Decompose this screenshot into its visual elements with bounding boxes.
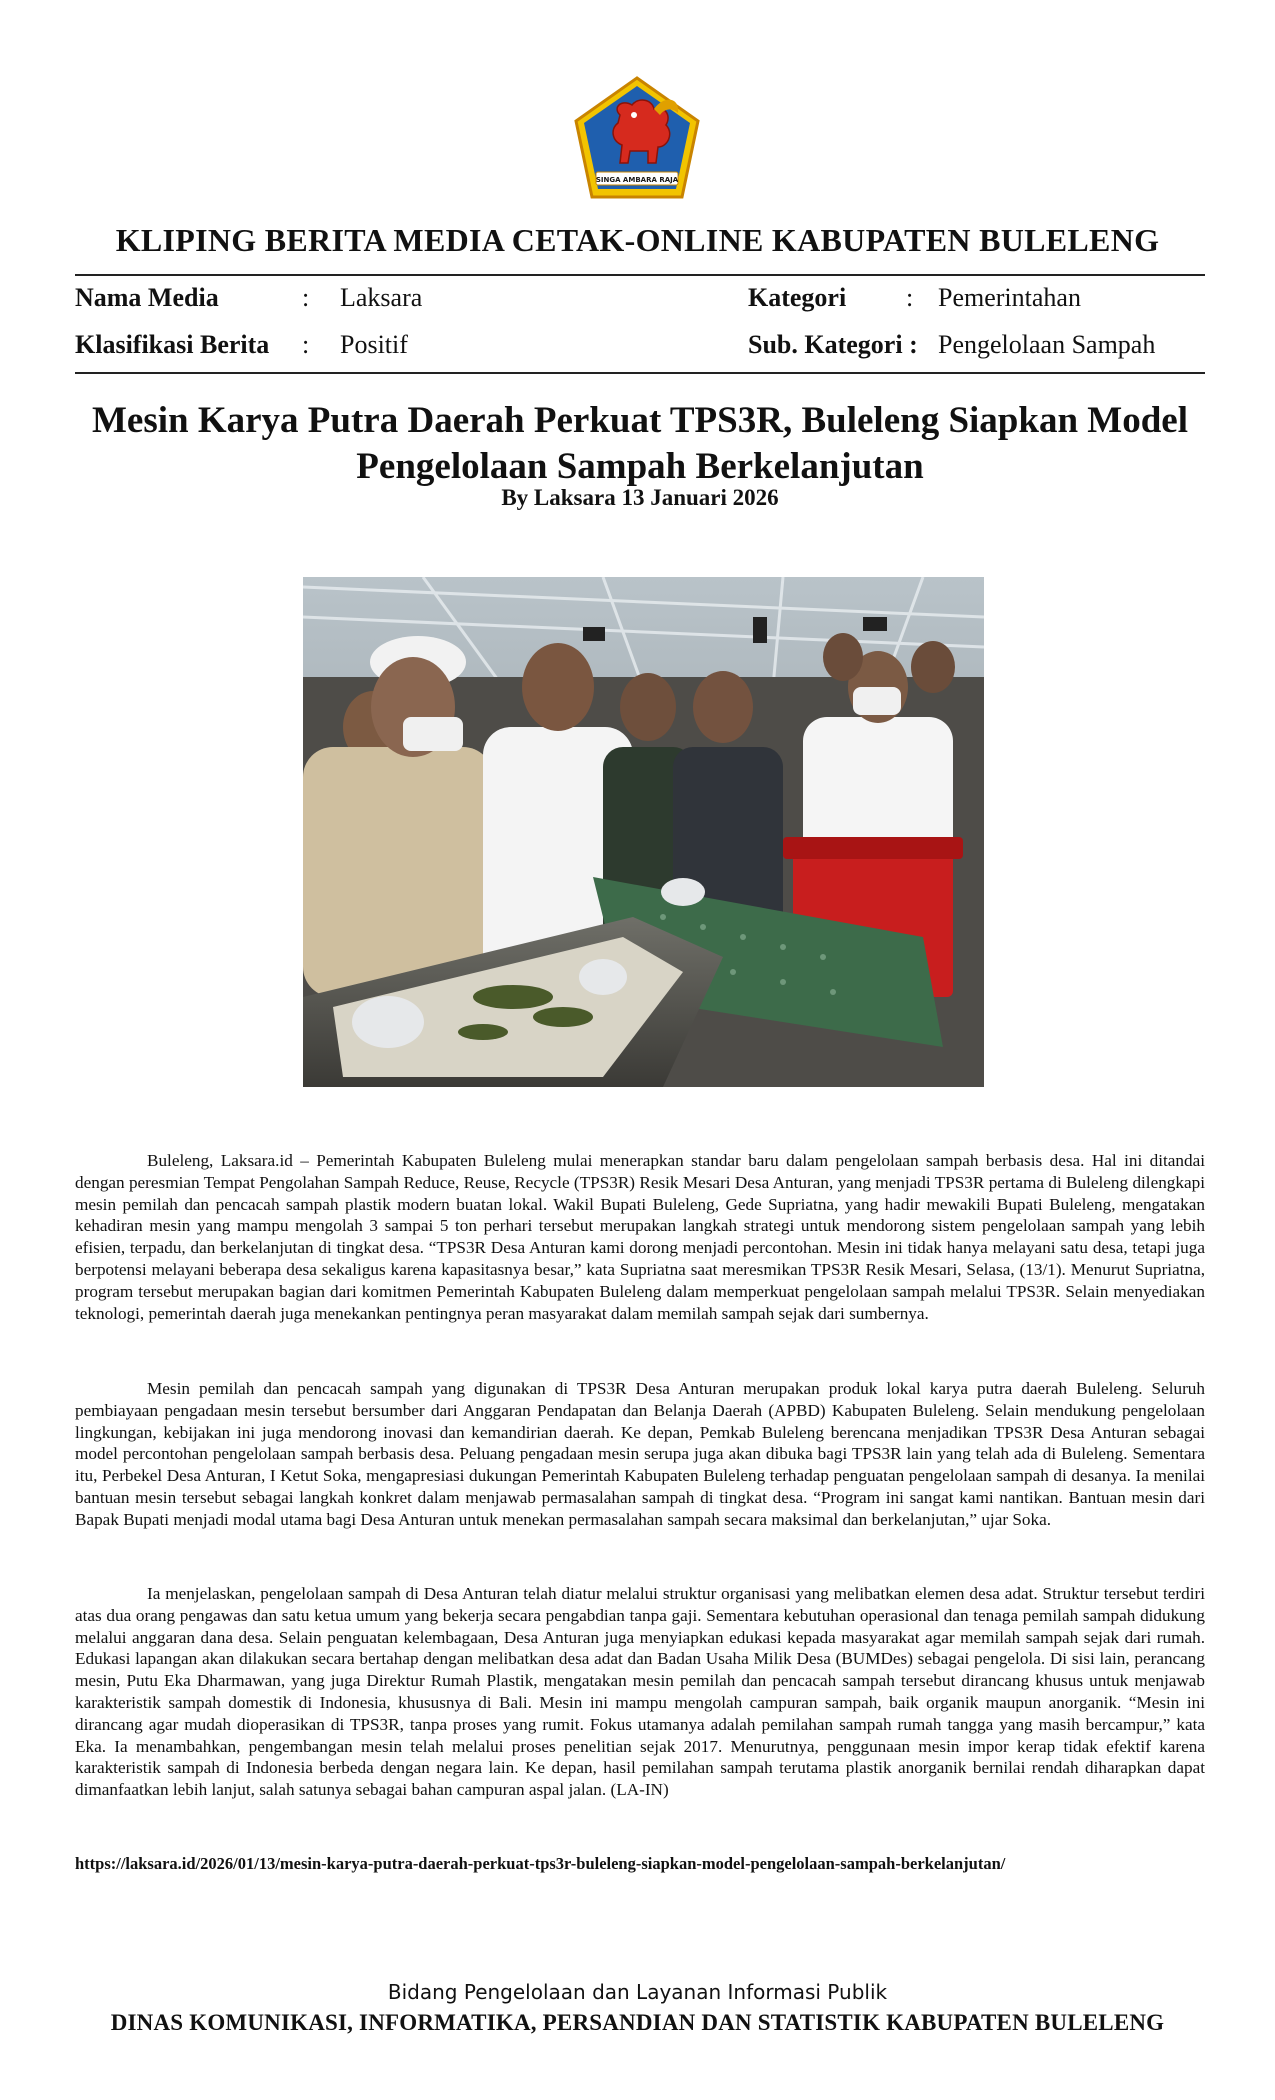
paragraph-text: Mesin pemilah dan pencacah sampah yang digunakan di TPS3R Desa Anturan merupakan produk lokal karya putra daerah Buleleng. Seluruh pembiayaan pengadaan mesin tersebut bersumber dari Anggaran Pendapatan dan Belanja Daerah (APBD) Kabupaten Buleleng. Selain mendukung pengelolaan lingkungan, kebijakan ini juga mendorong inovasi dan kemandirian daerah. Ke depan, Pemkab Buleleng berencana menjadikan TPS3R Desa Anturan sebagai model percontohan pengelolaan sampah berbasis desa. Peluang pengadaan mesin serupa juga akan dibuka bagi TPS3R lain yang telah ada di Buleleng. Sementara itu, Perbekel Desa Anturan, I Ketut Soka, mengapresiasi dukungan Pemerintah Kabupaten Buleleng terhadap penguatan pengelolaan sampah di desanya. Ia menilai bantuan mesin tersebut sebagai langkah konkret dalam menjawab permasalahan sampah di tingkat desa. “Program ini sangat kami nantikan. Bantuan mesin dari Bapak Bupati menjadi modal utama bagi Desa Anturan untuk menekan permasalahan sampah secara maksimal dan berkelanjutan,” ujar Soka.	[75, 1379, 1205, 1529]
kategori-label	[748, 283, 846, 313]
news-photo-waste-sorting-machine-icon	[303, 577, 984, 1087]
header-divider-top	[75, 274, 1205, 276]
nama-media-value: Laksara	[340, 283, 423, 312]
footer-agency: DINAS KOMUNIKASI, INFORMATIKA, PERSANDIAN DAN STATISTIK KABUPATEN BULELENG	[110, 2010, 1165, 2035]
klasifikasi-label-text: Klasifikasi Berita	[75, 330, 270, 359]
article-byline: By Laksara 13 Januari 2026	[501, 485, 779, 510]
article-source-link[interactable]: https://laksara.id/2026/01/13/mesin-karya-putra-daerah-perkuat-tps3r-buleleng-siapkan-model-pengelolaan-sampah-berkelanjutan/	[75, 1854, 1006, 1873]
headline-line-1: Mesin Karya Putra Daerah Perkuat TPS3R, Buleleng Siapkan Model	[92, 400, 1188, 441]
paragraph-text: Buleleng, Laksara.id – Pemerintah Kabupaten Buleleng mulai menerapkan standar baru dalam pengelolaan sampah berbasis desa. Hal ini ditandai dengan peresmian Tempat Pengolahan Sampah Reduce, Reuse, Recycle (TPS3R) Resik Mesari Desa Anturan, yang menjadi TPS3R pertama di Buleleng dilengkapi mesin pemilah dan pencacah sampah plastik modern buatan lokal. Wakil Bupati Buleleng, Gede Supriatna, yang hadir mewakili Bupati Buleleng, mengatakan kehadiran mesin yang mampu mengolah 3 sampai 5 ton perhari tersebut merupakan langkah strategi untuk mendorong sistem pengelolaan sampah yang lebih efisien, terpadu, dan berkelanjutan di tingkat desa. “TPS3R Desa Anturan kami dorong menjadi percontohan. Mesin ini tidak hanya melayani satu desa, tetapi juga berpotensi melayani beberapa desa sekaligus karena kapasitasnya besar,” kata Supriatna saat meresmikan TPS3R Resik Mesari, Selasa, (13/1). Menurut Supriatna, program tersebut merupakan bagian dari komitmen Pemerintah Kabupaten Buleleng dalam memperkuat pengelolaan sampah melalui TPS3R. Selain menyediakan teknologi, pemerintah daerah juga menekankan pentingnya peran masyarakat dalam memilah sampah sejak dari sumbernya.	[75, 1151, 1205, 1323]
klasifikasi-label	[75, 330, 269, 360]
article-photo	[303, 577, 984, 1087]
article-headline	[75, 398, 1205, 490]
sub-kategori-label-text: Sub. Kategori :	[748, 330, 918, 359]
nama-media-colon: :	[302, 283, 310, 312]
buleleng-emblem-logo	[560, 75, 715, 203]
nama-media-label	[75, 283, 219, 313]
kategori-colon: :	[906, 283, 914, 312]
article-paragraph-3	[75, 1583, 1205, 1801]
kliping-title: KLIPING BERITA MEDIA CETAK-ONLINE KABUPATEN BULELENG	[115, 222, 1160, 258]
klasifikasi-colon: :	[302, 330, 310, 359]
kategori-label-text: Kategori	[748, 283, 847, 312]
klasifikasi-value: Positif	[340, 330, 408, 359]
sub-kategori-value: Pengelolaan Sampah	[938, 330, 1156, 359]
article-paragraph-1	[75, 1150, 1205, 1324]
kategori-value: Pemerintahan	[938, 283, 1081, 312]
article-paragraph-2	[75, 1378, 1205, 1531]
sub-kategori-label	[748, 330, 918, 360]
footer-department: Bidang Pengelolaan dan Layanan Informasi Publik	[387, 1980, 888, 2004]
paragraph-text: Ia menjelaskan, pengelolaan sampah di Desa Anturan telah diatur melalui struktur organisasi yang melibatkan elemen desa adat. Struktur tersebut terdiri atas dua orang pengawas dan satu ketua umum yang bekerja secara pengabdian tanpa gaji. Sementara kebutuhan operasional dan tenaga pemilah sampah didukung melalui anggaran dana desa. Selain penguatan kelembagaan, Desa Anturan juga menyiapkan edukasi kepada masyarakat agar memilah sampah sejak dari rumah. Edukasi lapangan akan dilakukan secara bertahap dengan melibatkan desa adat dan Badan Usaha Milik Desa (BUMDes) sebagai pengelola. Di sisi lain, perancang mesin, Putu Eka Dharmawan, yang juga Direktur Rumah Plastik, mengatakan mesin pemilah dan pencacah sampah tersebut dirancang khusus untuk menjawab karakteristik sampah domestik di Indonesia, khususnya di Bali. Mesin ini mampu mengolah campuran sampah, baik organik maupun anorganik. “Mesin ini dirancang agar mudah dioperasikan di TPS3R, tanpa proses yang rumit. Fokus utamanya adalah pemilahan sampah rumah tangga yang masih bercampur,” kata Eka. Ia menambahkan, pengembangan mesin telah melalui proses penelitian sejak 2017. Menurutnya, penggunaan mesin impor kerap tidak efektif karena karakteristik sampah di Indonesia berbeda dengan negara lain. Ke depan, hasil pemilahan sampah terutama plastik anorganik bernilai rendah diharapkan dapat dimanfaatkan lebih lanjut, salah satunya sebagai bahan campuran aspal jalan. (LA-IN)	[75, 1584, 1205, 1800]
nama-media-label-text: Nama Media	[75, 283, 219, 312]
headline-line-2: Pengelolaan Sampah Berkelanjutan	[356, 446, 924, 487]
logo-text: SINGA AMBARA RAJA	[595, 176, 679, 184]
buleleng-singa-ambara-raja-emblem-icon	[560, 75, 715, 203]
header-divider-bottom	[75, 372, 1205, 374]
